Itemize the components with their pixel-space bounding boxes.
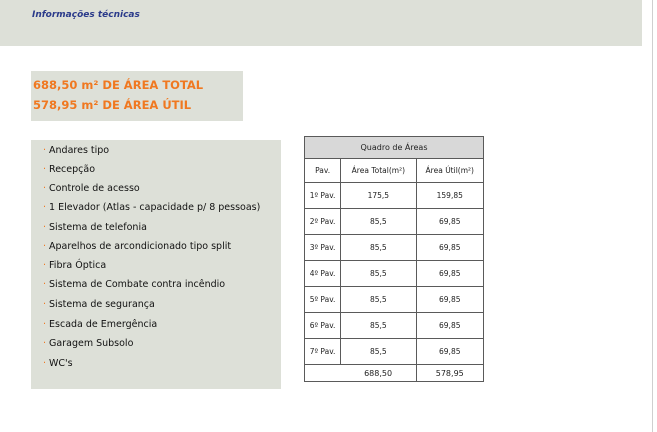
table-row bbox=[305, 183, 484, 209]
cell-area-util: 69,85 bbox=[416, 209, 483, 235]
feature-item: · Aparelhos de arcondicionado tipo split bbox=[43, 241, 232, 252]
table-caption: Quadro de Áreas bbox=[305, 137, 484, 159]
bullet-icon: · bbox=[43, 260, 47, 271]
area-summary-box bbox=[31, 71, 243, 121]
bullet-icon: · bbox=[43, 241, 47, 252]
header-bar bbox=[0, 0, 642, 46]
cell-pav: 1º Pav. bbox=[305, 183, 341, 209]
column-header-area-total: Área Total(m²) bbox=[341, 159, 416, 183]
cell-pav: 7º Pav. bbox=[305, 339, 341, 365]
cell-pav: 3º Pav. bbox=[305, 235, 341, 261]
feature-item: · Escada de Emergência bbox=[43, 319, 158, 330]
cell-area-util: 69,85 bbox=[416, 339, 483, 365]
cell-area-util: 159,85 bbox=[416, 183, 483, 209]
cell-area-total: 175,5 bbox=[341, 183, 416, 209]
cell-area-util: 69,85 bbox=[416, 235, 483, 261]
cell-area-total: 85,5 bbox=[341, 313, 416, 339]
bullet-icon: · bbox=[43, 299, 47, 310]
cell-area-util: 69,85 bbox=[416, 287, 483, 313]
feature-item: · Fibra Óptica bbox=[43, 260, 107, 271]
cell-area-total: 85,5 bbox=[341, 287, 416, 313]
feature-item: · 1 Elevador (Atlas - capacidade p/ 8 pessoas) bbox=[43, 202, 261, 213]
table-row bbox=[305, 339, 484, 365]
cell-area-total: 85,5 bbox=[341, 209, 416, 235]
bullet-icon: · bbox=[43, 222, 47, 233]
cell-pav: 5º Pav. bbox=[305, 287, 341, 313]
table-total-row bbox=[305, 365, 484, 382]
page-edge-divider bbox=[652, 0, 653, 432]
column-header-area-util: Área Útil(m²) bbox=[416, 159, 483, 183]
total-area-text: 688,50 m² DE ÁREA TOTAL bbox=[33, 78, 204, 92]
table-row bbox=[305, 209, 484, 235]
areas-table bbox=[304, 136, 484, 382]
bullet-icon: · bbox=[43, 145, 47, 156]
bullet-icon: · bbox=[43, 358, 47, 369]
total-area-util: 578,95 bbox=[416, 365, 483, 382]
table-row bbox=[305, 261, 484, 287]
bullet-icon: · bbox=[43, 164, 47, 175]
total-area-total: 688,50 bbox=[341, 365, 416, 382]
feature-item: · Garagem Subsolo bbox=[43, 338, 134, 349]
section-title: Informações técnicas bbox=[32, 10, 140, 20]
bullet-icon: · bbox=[43, 338, 47, 349]
feature-item: · WC's bbox=[43, 358, 73, 369]
features-box bbox=[31, 140, 281, 389]
feature-item: · Sistema de segurança bbox=[43, 299, 155, 310]
feature-item: · Recepção bbox=[43, 164, 96, 175]
feature-item: · Sistema de telefonia bbox=[43, 222, 147, 233]
feature-item: · Controle de acesso bbox=[43, 183, 140, 194]
cell-area-util: 69,85 bbox=[416, 313, 483, 339]
table-row bbox=[305, 313, 484, 339]
feature-item: · Sistema de Combate contra incêndio bbox=[43, 279, 226, 290]
bullet-icon: · bbox=[43, 202, 47, 213]
table-row bbox=[305, 287, 484, 313]
cell-pav: 4º Pav. bbox=[305, 261, 341, 287]
cell-pav: 6º Pav. bbox=[305, 313, 341, 339]
column-header-pav: Pav. bbox=[305, 159, 341, 183]
bullet-icon: · bbox=[43, 279, 47, 290]
cell-area-total: 85,5 bbox=[341, 235, 416, 261]
total-blank-cell bbox=[305, 365, 341, 382]
table-header-row bbox=[305, 159, 484, 183]
cell-area-util: 69,85 bbox=[416, 261, 483, 287]
table-caption-row bbox=[305, 137, 484, 159]
bullet-icon: · bbox=[43, 183, 47, 194]
feature-item: · Andares tipo bbox=[43, 145, 110, 156]
cell-area-total: 85,5 bbox=[341, 261, 416, 287]
useful-area-text: 578,95 m² DE ÁREA ÚTIL bbox=[33, 98, 192, 112]
table-row bbox=[305, 235, 484, 261]
cell-area-total: 85,5 bbox=[341, 339, 416, 365]
cell-pav: 2º Pav. bbox=[305, 209, 341, 235]
bullet-icon: · bbox=[43, 319, 47, 330]
